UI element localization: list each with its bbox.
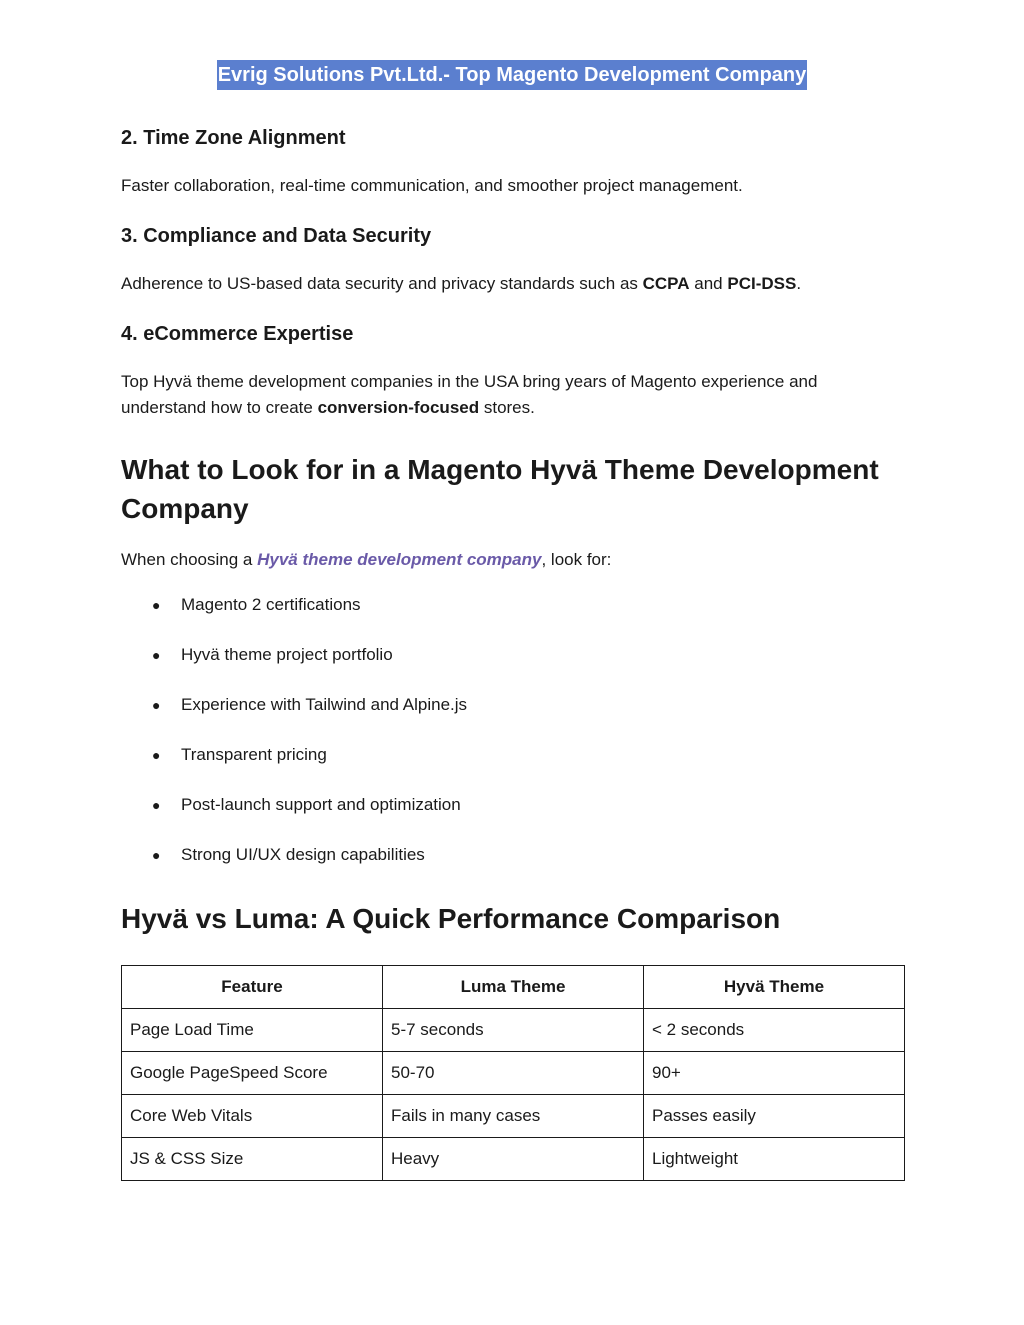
- bullet-icon: ●: [152, 797, 161, 813]
- document-header: [0, 60, 1024, 90]
- comparison-table: [121, 965, 905, 1181]
- bullet-icon: ●: [152, 847, 161, 863]
- compliance-text-mid: and: [689, 274, 728, 293]
- section-body-ecommerce: [121, 369, 905, 421]
- section-heading-compliance: 3. Compliance and Data Security: [121, 225, 432, 247]
- table-cell: Page Load Time: [122, 1009, 383, 1052]
- list-item-text: Hyvä theme project portfolio: [181, 645, 393, 664]
- column-header-luma: Luma Theme: [383, 966, 644, 1009]
- table-cell: Lightweight: [644, 1138, 905, 1181]
- table-cell: 50-70: [383, 1052, 644, 1095]
- look-for-intro-post: , look for:: [541, 550, 612, 569]
- table-row: [122, 1009, 905, 1052]
- ecommerce-conversion-focused: conversion-focused: [317, 398, 480, 417]
- column-header-feature: Feature: [122, 966, 383, 1009]
- comparison-heading: Hyvä vs Luma: A Quick Performance Comparison: [121, 903, 781, 934]
- section-heading-ecommerce: 4. eCommerce Expertise: [121, 323, 354, 345]
- table-cell: Heavy: [383, 1138, 644, 1181]
- hyva-company-link[interactable]: Hyvä theme development company: [257, 550, 542, 569]
- table-cell: Fails in many cases: [383, 1095, 644, 1138]
- bullet-icon: ●: [152, 697, 161, 713]
- compliance-pci-dss: PCI-DSS: [727, 274, 797, 293]
- list-item-text: Post-launch support and optimization: [181, 795, 461, 814]
- table-cell: Passes easily: [644, 1095, 905, 1138]
- bullet-icon: ●: [152, 647, 161, 663]
- look-for-intro-pre: When choosing a: [121, 550, 258, 569]
- table-cell: 90+: [644, 1052, 905, 1095]
- table-row: [122, 1052, 905, 1095]
- compliance-text-pre: Adherence to US-based data security and privacy standards such as: [121, 274, 643, 293]
- compliance-ccpa: CCPA: [642, 274, 690, 293]
- table-row: [122, 1095, 905, 1138]
- bullet-icon: ●: [152, 747, 161, 763]
- ecommerce-text-post: stores.: [479, 398, 535, 417]
- compliance-text-post: .: [796, 274, 802, 293]
- table-row: [122, 1138, 905, 1181]
- column-header-hyva: Hyvä Theme: [644, 966, 905, 1009]
- ecommerce-text-pre: Top Hyvä theme development companies in the USA bring years of Magento experience and understand how to create: [121, 372, 818, 417]
- list-item-text: Transparent pricing: [181, 745, 327, 764]
- look-for-heading: What to Look for in a Magento Hyvä Theme Development Company: [121, 454, 879, 524]
- look-for-intro: [121, 547, 905, 573]
- section-heading-time-zone: 2. Time Zone Alignment: [121, 127, 346, 149]
- list-item-text: Experience with Tailwind and Alpine.js: [181, 695, 468, 714]
- table-cell: Google PageSpeed Score: [122, 1052, 383, 1095]
- list-item-text: Strong UI/UX design capabilities: [181, 845, 425, 864]
- table-header-row: [122, 966, 905, 1009]
- table-cell: Core Web Vitals: [122, 1095, 383, 1138]
- section-body-time-zone: Faster collaboration, real-time communication, and smoother project management.: [121, 176, 743, 195]
- table-cell: 5-7 seconds: [383, 1009, 644, 1052]
- section-body-compliance: [121, 271, 905, 297]
- bullet-icon: ●: [152, 597, 161, 613]
- table-cell: JS & CSS Size: [122, 1138, 383, 1181]
- company-banner: Evrig Solutions Pvt.Ltd.- Top Magento Development Company: [217, 60, 808, 90]
- table-cell: < 2 seconds: [644, 1009, 905, 1052]
- list-item-text: Magento 2 certifications: [181, 595, 361, 614]
